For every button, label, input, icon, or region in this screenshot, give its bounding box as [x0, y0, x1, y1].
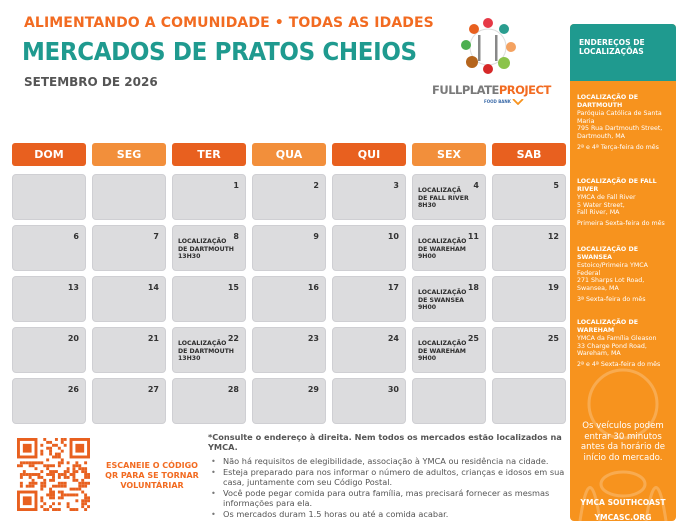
fine-print-item: • Os mercados duram 1.5 horas ou até a comida acabar.	[208, 509, 568, 520]
day-number: 11	[467, 232, 479, 241]
calendar-day-cell	[172, 378, 246, 424]
location-entry	[577, 246, 673, 303]
day-number: 17	[387, 283, 399, 292]
day-number: 25	[467, 334, 479, 343]
calendar-day-cell	[252, 174, 326, 220]
location-schedule: Primeira Sexta-feira do mês	[577, 219, 665, 227]
sidebar-heading: ENDEREÇOS DE LOCALIZAÇÕAS	[570, 24, 676, 81]
calendar-day-cell	[492, 276, 566, 322]
volunteer-qr-caption: ESCANEIE O CÓDIGO QR PARA SE TORNAR VOLUNTÁRIAR	[105, 461, 199, 490]
calendar-day-cell	[492, 327, 566, 373]
location-entry	[577, 319, 673, 369]
day-number: 14	[147, 283, 159, 292]
day-number: 13	[67, 283, 79, 292]
calendar-day-cell	[252, 225, 326, 271]
food-bank-text: FOOD BANK	[484, 99, 511, 104]
fine-print-item: • Você pode pegar comida para outra família, mas precisará fornecer as mesmas informações para ela.	[208, 488, 568, 509]
location-address: YMCA de Fall River 5 Water Street, Fall River, MA	[577, 194, 636, 217]
calendar-day-cell	[492, 378, 566, 424]
calendar-day-cell	[492, 225, 566, 271]
day-number: 2	[313, 181, 319, 190]
page-kicker: ALIMENTANDO A COMUNIDADE • TODAS AS IDADES	[24, 15, 434, 31]
calendar-day-cell	[412, 225, 486, 271]
day-number: 21	[147, 334, 159, 343]
brand-name: YMCA SOUTHCOAST	[580, 498, 666, 507]
weekday-sab: SAB	[492, 143, 566, 166]
market-event: LOCALIZAÇÃO DE WAREHAM 9H00	[418, 340, 467, 362]
volunteer-qr-code[interactable]	[17, 438, 90, 511]
ymca-y-icon	[512, 99, 524, 105]
market-event: LOCALIZAÇÃO DE DARTMOUTH 13H30	[178, 340, 234, 362]
day-number: 1	[233, 181, 239, 190]
calendar-day-cell	[92, 225, 166, 271]
calendar-day-cell	[332, 225, 406, 271]
day-number: 5	[553, 181, 559, 190]
day-number: 20	[67, 334, 79, 343]
location-title: LOCALIZAÇÃO DE SWANSEA	[577, 246, 638, 261]
day-number: 8	[233, 232, 239, 241]
day-number: 9	[313, 232, 319, 241]
day-number: 25	[547, 334, 559, 343]
day-number: 10	[387, 232, 399, 241]
day-number: 27	[147, 385, 159, 394]
day-number: 4	[473, 181, 479, 190]
arrival-note: Os veículos podem entrar 30 minutos antes da horário de início do mercado.	[580, 421, 666, 463]
day-number: 15	[227, 283, 239, 292]
page-title: MERCADOS DE PRATOS CHEIOS	[22, 37, 417, 66]
location-entry	[577, 94, 673, 151]
location-title: LOCALIZAÇÃO DE DARTMOUTH	[577, 94, 638, 109]
calendar-day-cell	[12, 225, 86, 271]
day-number: 7	[153, 232, 159, 241]
market-event: LOCALIZAÇÃ DE FALL RIVER 8H30	[418, 187, 469, 209]
food-bank-logo	[484, 99, 524, 105]
locations-sidebar	[570, 24, 676, 521]
location-schedule: 3ª Sexta-feira do mês	[577, 295, 646, 303]
calendar-day-cell	[412, 174, 486, 220]
calendar-day-cell	[172, 225, 246, 271]
fine-print-list	[208, 456, 568, 519]
calendar-day-cell	[92, 327, 166, 373]
market-event: LOCALIZAÇÃO DE DARTMOUTH 13H30	[178, 238, 234, 260]
location-address: YMCA da Família Gleason 33 Charge Pond Road, Wareham, MA	[577, 335, 657, 358]
day-number: 22	[227, 334, 239, 343]
calendar-day-cell	[332, 276, 406, 322]
day-number: 3	[393, 181, 399, 190]
calendar-day-cell	[12, 276, 86, 322]
calendar-day-cell	[252, 276, 326, 322]
fine-print	[208, 432, 568, 519]
plate-food-icon	[458, 17, 518, 79]
day-number: 6	[73, 232, 79, 241]
weekday-ter: TER	[172, 143, 246, 166]
location-entry	[577, 178, 673, 228]
calendar-day-cell	[412, 378, 486, 424]
market-event: LOCALIZAÇÃO DE WAREHAM 9H00	[418, 238, 467, 260]
weekday-qui: QUI	[332, 143, 406, 166]
day-number: 16	[307, 283, 319, 292]
calendar-day-cell	[332, 378, 406, 424]
day-number: 19	[547, 283, 559, 292]
calendar-day-cell	[92, 276, 166, 322]
calendar-day-cell	[332, 327, 406, 373]
location-title: LOCALIZAÇÃO DE FALL RIVER	[577, 178, 657, 193]
calendar-day-cell	[252, 327, 326, 373]
weekday-seg: SEG	[92, 143, 166, 166]
calendar-day-cell	[92, 174, 166, 220]
weekday-header-row	[12, 143, 564, 166]
calendar-day-cell	[172, 327, 246, 373]
day-number: 24	[387, 334, 399, 343]
location-schedule: 2ª e 4ª Terça-feira do mês	[577, 143, 659, 151]
logo-text-full: FULLPLATE	[432, 83, 499, 97]
location-address: Estoico/Primeira YMCA Federal 271 Sharps Lot Road, Swansea, MA	[577, 262, 648, 292]
logo-text-project: PROJECT	[498, 83, 551, 97]
day-number: 23	[307, 334, 319, 343]
day-number: 12	[547, 232, 559, 241]
market-event: LOCALIZAÇÃO DE SWANSEA 9H00	[418, 289, 467, 311]
calendar-day-cell	[12, 174, 86, 220]
weekday-sex: SEX	[412, 143, 486, 166]
full-plate-project-logo	[432, 17, 551, 117]
location-address: Paróquia Católica de Santa Maria 795 Rua Dartmouth Street, Dartmouth, MA	[577, 110, 663, 140]
calendar-day-cell	[12, 378, 86, 424]
calendar-day-cell	[172, 174, 246, 220]
location-schedule: 2ª e 4ª Sexta-feira do mês	[577, 360, 661, 368]
brand-url: YMCASC.ORG	[594, 513, 652, 521]
fine-print-heading: *Consulte o endereço à direita. Nem todos os mercados estão localizados na YMCA.	[208, 432, 562, 452]
weekday-qua: QUA	[252, 143, 326, 166]
location-title: LOCALIZAÇÃO DE WAREHAM	[577, 319, 638, 334]
day-number: 28	[227, 385, 239, 394]
fine-print-item: • Não há requisitos de elegibilidade, associação à YMCA ou residência na cidade.	[208, 456, 568, 467]
calendar-day-cell	[412, 327, 486, 373]
calendar-day-cell	[252, 378, 326, 424]
weekday-dom: DOM	[12, 143, 86, 166]
calendar-day-cell	[412, 276, 486, 322]
calendar-day-cell	[92, 378, 166, 424]
page-subtitle: SETEMBRO DE 2026	[24, 75, 158, 89]
day-number: 30	[387, 385, 399, 394]
fine-print-item: • Esteja preparado para nos informar o número de adultos, crianças e idosos em sua casa, juntamente com seu Código Postal.	[208, 467, 568, 488]
day-number: 29	[307, 385, 319, 394]
calendar-day-cell	[332, 174, 406, 220]
day-number: 26	[67, 385, 79, 394]
calendar-day-cell	[492, 174, 566, 220]
day-number: 18	[467, 283, 479, 292]
logo-wordmark	[432, 83, 551, 97]
calendar-day-cell	[172, 276, 246, 322]
calendar-day-cell	[12, 327, 86, 373]
